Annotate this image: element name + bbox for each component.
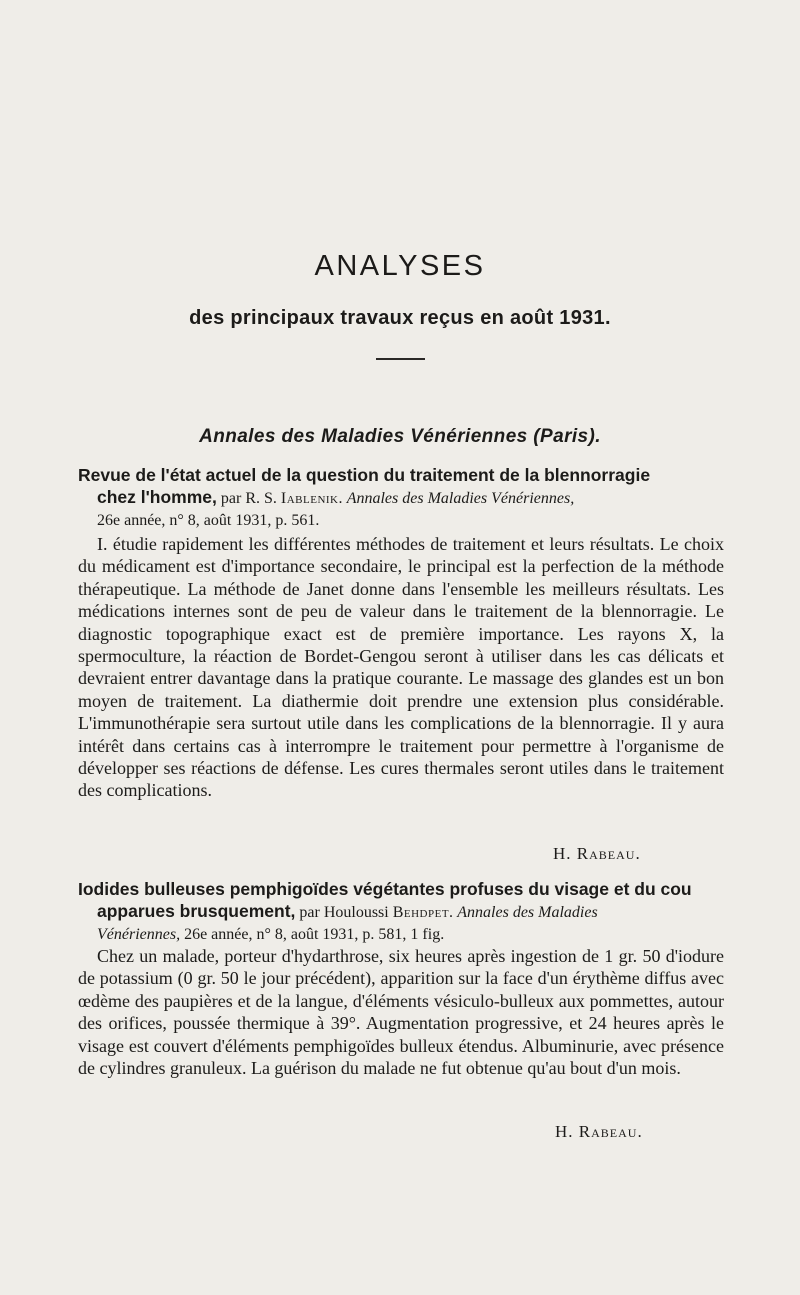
article-1-body: I. étudie rapidement les différentes méthodes de traitement et leurs résultats. Le choix du médicament est d'importance secondaire, le principal est la perfection de la méthode thérapeutique. La méthode de Janet donne dans l'ensemble les meilleurs résultats. Les médications internes sont de peu de valeur dans le traitement de la blennorragie. Le diagnostic topographique exact est de première importance. Les rayons X, la spermoculture, la réaction de Bordet-Gengou seront à utiliser dans les cas délicats et devraient entrer davantage dans la pratique courante. Le massage des glandes est un bon moyen de traitement. La diathermie doit prendre une extension plus considérable. L'immunothérapie sera surtout utile dans les complications de la blennorragie. Il y aura intérêt dans certains cas à interrompre le traitement pour permettre à l'organisme de développer ses réactions de défense. Les cures thermales seront utiles dans le traitement des complications.: [78, 534, 724, 801]
journal-heading: Annales des Maladies Vénériennes (Paris).: [199, 426, 601, 447]
article-2-author-prefix: par Houloussi: [295, 904, 393, 921]
article-2-signature: H. Rabeau.: [555, 1122, 643, 1141]
article-2-ref-line2: 26e année, n° 8, août 1931, p. 581, 1 fig.: [180, 926, 445, 943]
article-1-author-prefix: par R. S.: [216, 490, 281, 507]
article-2-journal-ref: Annales des Maladies: [453, 904, 598, 921]
page-title: ANALYSES: [314, 250, 486, 282]
section-divider: [376, 358, 425, 360]
article-1-signature: H. Rabeau.: [553, 844, 641, 863]
article-1-author: Iablenik.: [280, 490, 343, 507]
article-1-ref-line2: 26e année, n° 8, août 1931, p. 561.: [97, 512, 320, 529]
article-2-title-line1: Iodides bulleuses pemphigoïdes végétantes profuses du visage et du cou: [78, 879, 692, 899]
article-2-author: Behdpet.: [392, 904, 454, 921]
page-subtitle: des principaux travaux reçus en août 1931.: [189, 307, 611, 329]
article-1-title-line2: chez l'homme,: [97, 487, 217, 507]
article-2-body: Chez un malade, porteur d'hydarthrose, six heures après ingestion de 1 gr. 50 d'iodure de potassium (0 gr. 50 le jour précédent), apparition sur la face d'un érythème diffus avec œdème des paupières et de la langue, d'éléments vésiculo-bulleux aux pommettes, autour des orifices, poussée thermique à 39°. Augmentation progressive, et 24 heures après le visage est couvert d'éléments pemphigoïdes bulleux étendus. Albuminurie, avec présence de cylindres granuleux. La guérison du malade ne fut obtenue qu'au bout d'un mois.: [78, 946, 724, 1079]
article-2-title-line2: apparues brusquement,: [97, 901, 296, 921]
article-1-heading: [78, 464, 724, 532]
article-2-heading: [78, 878, 724, 946]
article-2-ref-italic: Vénériennes,: [97, 926, 181, 943]
article-1-title-line1: Revue de l'état actuel de la question du traitement de la blennorragie: [78, 465, 651, 485]
article-1-journal-ref: Annales des Maladies Vénériennes,: [343, 490, 575, 507]
